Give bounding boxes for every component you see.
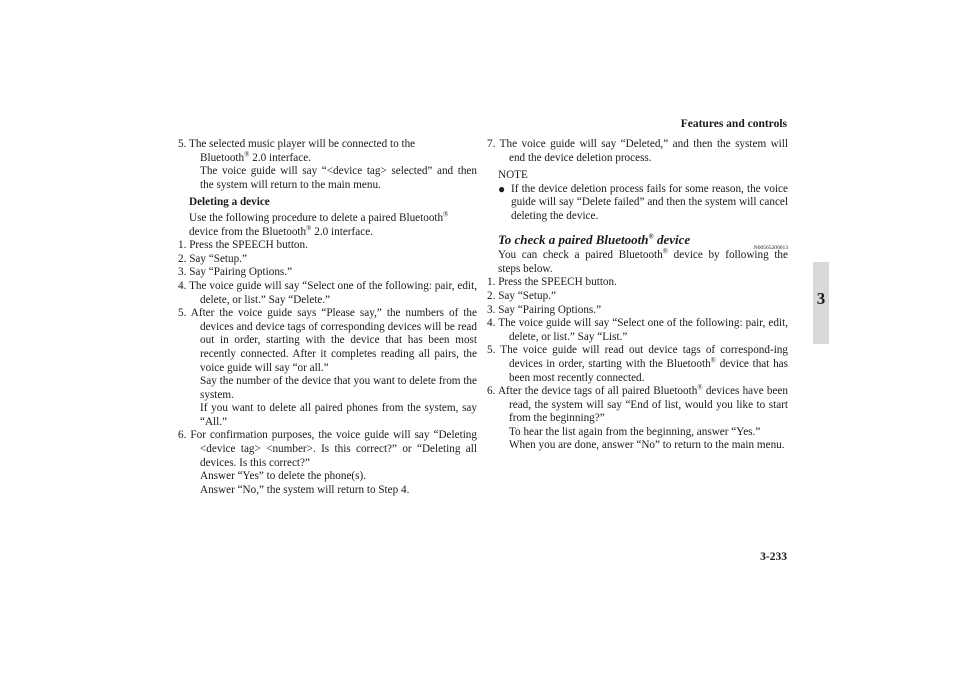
note-bullet: ● If the device deletion process fails for some reason, the voice guide will say “Delete failed” and then the system will cancel deleting the device.	[498, 181, 788, 222]
left-step-5: 5. The selected music player will be connected to the Bluetooth® 2.0 interface.	[178, 138, 416, 164]
right-step-6: 6. After the device tags of all paired Bluetooth® devices have been read, the system will say “End of list, would you like to start from the beginning?”	[487, 383, 788, 425]
chapter-tab	[813, 262, 829, 344]
right-step-7: 7. The voice guide will say “Deleted,” and then the system will end the device deletion process.	[487, 138, 788, 164]
left-intro: Use the following procedure to delete a paired Bluetooth® device from the Bluetooth® 2.0 interface.	[189, 210, 449, 238]
left-step-5b: 5. After the voice guide says “Please say,” the numbers of the devices and device tags of corresponding devices will be read out in order, starting with the device that has been most recently connected. After it completes reading all pairs, the voice guide will say “or all.”	[178, 307, 477, 374]
left-step-3: 3. Say “Pairing Options.”	[178, 266, 293, 279]
right-step-4: 4. The voice guide will say “Select one of the following: pair, edit, delete, or list.” Say “List.”	[487, 317, 788, 343]
left-step-6-detail-2: Answer “No,” the system will return to Step 4.	[200, 483, 410, 496]
section-code: N00565200013	[753, 244, 788, 251]
right-intro: You can check a paired Bluetooth® device by following the steps below.	[498, 247, 788, 275]
bullet-icon: ●	[498, 181, 506, 196]
section-title: To check a paired Bluetooth® device N00565200013	[498, 233, 788, 247]
right-step-1: 1. Press the SPEECH button.	[487, 276, 617, 289]
page-number: 3-233	[760, 551, 787, 563]
right-step-6-detail-2: When you are done, answer “No” to return to the main menu.	[509, 439, 785, 452]
left-step-4: 4. The voice guide will say “Select one of the following: pair, edit, delete, or list.” Say “Delete.”	[178, 279, 477, 306]
left-step-2: 2. Say “Setup.”	[178, 252, 247, 265]
note-label: NOTE	[498, 169, 528, 182]
left-step-5b-detail-2: If you want to delete all paired phones from the system, say “All.”	[200, 402, 477, 428]
chapter-number: 3	[816, 289, 826, 308]
right-step-2: 2. Say “Setup.”	[487, 289, 556, 302]
left-step-5b-detail-1: Say the number of the device that you want to delete from the system.	[200, 375, 477, 401]
running-header: Features and controls	[680, 118, 787, 130]
left-step-6-detail-1: Answer “Yes” to delete the phone(s).	[200, 470, 367, 483]
right-step-3: 3. Say “Pairing Options.”	[487, 303, 602, 316]
right-column	[487, 138, 788, 453]
subheading-deleting-device: Deleting a device	[189, 196, 270, 209]
left-step-6: 6. For confirmation purposes, the voice guide will say “Deleting <device tag> <number>. Is this correct?” or “Deleting all devices. Is this correct?”	[178, 429, 477, 469]
left-step-1: 1. Press the SPEECH button.	[178, 239, 308, 252]
left-column	[178, 138, 477, 497]
right-step-6-detail-1: To hear the list again from the beginning, answer “Yes.”	[509, 425, 761, 438]
right-step-5: 5. The voice guide will read out device tags of correspond-ing devices in order, starting with the Bluetooth® device that has been most recently connected.	[487, 344, 788, 384]
left-step-5-detail: The voice guide will say “<device tag> selected” and then the system will return to the main menu.	[200, 165, 477, 191]
